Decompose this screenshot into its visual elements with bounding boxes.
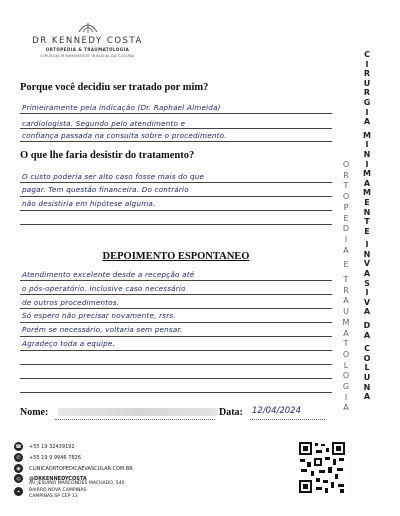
address-line-1: AV. JESUINO MARCONDES MACHADO, 540	[29, 481, 125, 486]
location-icon: ⌖	[14, 487, 23, 496]
rule-line	[20, 392, 332, 393]
testimonial-line-4: Só espero não precisar novamente, rsrs.	[22, 311, 176, 320]
rule-line	[20, 224, 332, 225]
website-text[interactable]: CLINICAORTOPEDICAEVASCULAR.COM.BR	[29, 465, 133, 472]
answer-2-line-2: pagar. Tem questão financeira. Do contrário	[22, 185, 189, 194]
testimonial-line-1: Atendimento excelente desde a recepção até	[22, 270, 195, 279]
date-value: 12/04/2024	[252, 406, 301, 416]
phone-icon: ☎	[15, 443, 22, 450]
logo-emblem-icon	[77, 20, 99, 34]
rule-line	[20, 210, 332, 211]
testimonial-title: DEPOIMENTO ESPONTANEO	[102, 251, 250, 262]
web-icon: ◉	[14, 464, 23, 473]
address-line-3: CAMPINAS SP CEP 13	[29, 494, 78, 499]
rule-line	[20, 141, 332, 142]
testimonial-line-3: de outros procedimentos.	[22, 298, 120, 307]
rule-line	[20, 280, 332, 281]
testimonial-line-2: o pós-operatório. Inclusive caso necessário	[22, 284, 186, 293]
answer-1-line-1: Primeiramente pela indicação (Dr. Raphael Almeida)	[22, 103, 221, 112]
contact-address	[29, 481, 125, 501]
rule-line	[20, 113, 332, 114]
name-line	[55, 419, 215, 420]
doctor-subtitle: CIRURGIA MINIMAMENTE INVASIVA DA COLUNA	[40, 54, 135, 58]
rule-line	[20, 182, 332, 183]
qr-code-icon[interactable]	[297, 440, 347, 495]
question-2: O que lhe faria desistir do tratamento?	[20, 150, 195, 161]
rule-line	[20, 364, 332, 365]
question-1: Porque você decidiu ser tratado por mim?	[20, 82, 209, 93]
whatsapp-icon: ✆	[14, 453, 23, 462]
answer-2-line-1: O custo poderia ser alto caso fosse mais do que	[22, 172, 205, 181]
rule-line	[20, 308, 332, 309]
side-text-middle: O R T O P E D I A E T R A U M A T O L O G I A	[342, 160, 350, 413]
rule-line	[20, 128, 332, 129]
name-label: Nome:	[20, 407, 49, 418]
clinic-logo	[0, 20, 175, 58]
rule-line	[20, 378, 332, 379]
address-line-2: BAIRRO NOVA CAMPINAS	[29, 487, 87, 493]
rule-line	[20, 196, 332, 197]
name-redacted	[58, 408, 218, 416]
rule-line	[20, 336, 332, 337]
doctor-specialty: ORTOPEDIA & TRAUMATOLOGIA	[45, 47, 130, 52]
contact-website[interactable]	[14, 464, 133, 473]
instagram-icon: ◎	[14, 474, 23, 483]
rule-line	[20, 350, 332, 351]
answer-1-line-3: confiança passada na consulta sobre o procedimento.	[22, 131, 227, 140]
testimonial-line-5: Porém se necessário, voltaria sem pensar.	[22, 325, 183, 334]
answer-2-line-3: não desistiria em hipótese alguma.	[22, 199, 156, 208]
contact-phone-1	[14, 442, 75, 451]
rule-line	[20, 294, 332, 295]
date-label: Data:	[219, 407, 243, 418]
testimonial-line-6: Agradeço toda a equipe.	[22, 339, 116, 348]
phone-2-text: +55 19 9 9946 7826	[29, 454, 81, 461]
instagram-text[interactable]: @DRKENNEDYCOSTA	[29, 475, 87, 482]
contact-phone-2	[14, 453, 81, 462]
doctor-name: DR KENNEDY COSTA	[32, 36, 143, 46]
side-text-right: C I R U R G I A M I N I M A M E N T E I N V A S I V A D A C O L U N A	[363, 50, 371, 402]
phone-1-text: +55 19 32439192	[29, 443, 75, 450]
rule-line	[20, 322, 332, 323]
answer-1-line-2: cardiologista. Segundo pelo atendimento e	[22, 119, 186, 128]
date-line	[250, 419, 325, 420]
